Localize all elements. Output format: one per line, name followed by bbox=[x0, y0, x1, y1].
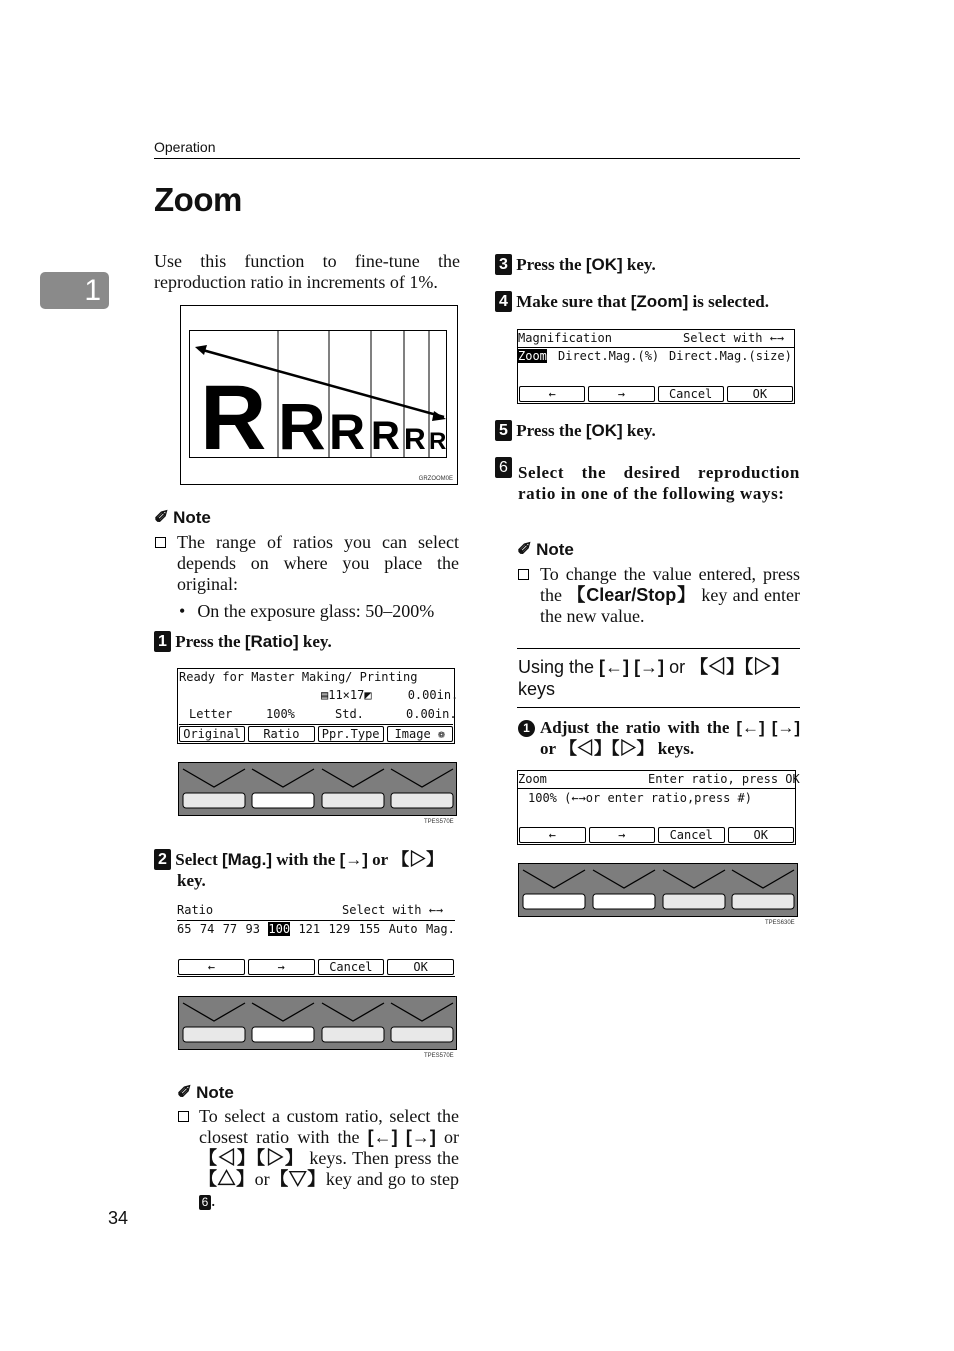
note-item: To change the value entered, press the 【Clear/Stop】 key and enter the new value. bbox=[540, 564, 800, 626]
checkbox-icon bbox=[518, 569, 529, 580]
zoom-illustration bbox=[180, 305, 458, 485]
chapter-tab: 1 bbox=[40, 272, 109, 309]
lcd-ratio-screen bbox=[177, 902, 455, 977]
zoom-letter: R bbox=[404, 423, 426, 456]
step-number: 6 bbox=[495, 457, 512, 478]
direct-mag-size-option[interactable]: Direct.Mag.(size) bbox=[669, 349, 792, 363]
lcd-type-value: Std. bbox=[335, 707, 364, 721]
step-2: 2 Select [Mag.] with the [→] or 【▷】 key. bbox=[154, 849, 460, 891]
header-rule bbox=[154, 158, 800, 159]
page-title: Zoom bbox=[154, 181, 242, 218]
section-rule bbox=[517, 648, 800, 649]
lcd-title: Magnification bbox=[518, 331, 612, 345]
pencil-icon: ✐ bbox=[517, 539, 533, 559]
zoom-illustration-frame bbox=[189, 330, 447, 458]
selection-keys-panel bbox=[178, 762, 457, 816]
lcd-status-line: Ready for Master Making/ Printing bbox=[179, 670, 418, 684]
paper-type-button[interactable]: Ppr.Type bbox=[318, 726, 384, 742]
lcd-length-value: 0.00in. bbox=[406, 707, 457, 721]
selection-key[interactable] bbox=[322, 793, 384, 808]
step-6: Select the desired reproduction ratio in one of the following ways: bbox=[518, 463, 800, 503]
pencil-icon: ✐ bbox=[154, 507, 170, 527]
ratio-option[interactable]: 74 bbox=[199, 922, 215, 936]
checkbox-icon bbox=[155, 537, 166, 548]
selection-key[interactable] bbox=[391, 1027, 453, 1042]
zoom-letters-graphic bbox=[190, 331, 446, 457]
step-number: 3 bbox=[495, 254, 512, 275]
zoom-letter: R bbox=[200, 367, 267, 457]
left-arrow-button[interactable]: ← bbox=[519, 386, 585, 402]
lcd-ready-screen bbox=[177, 668, 459, 744]
zoom-letter: R bbox=[329, 404, 366, 457]
cancel-button[interactable]: Cancel bbox=[318, 959, 385, 975]
note-heading: ✐ Note bbox=[517, 539, 574, 559]
step-4: 4 Make sure that [Zoom] is selected. bbox=[495, 291, 800, 312]
selection-key[interactable] bbox=[252, 1027, 314, 1042]
lcd-hint: Select with ←→ bbox=[342, 903, 444, 917]
lcd-zoom-screen bbox=[517, 770, 800, 845]
left-arrow-button[interactable]: ← bbox=[519, 827, 586, 843]
ratio-option[interactable]: 121 bbox=[298, 922, 321, 936]
selection-key[interactable] bbox=[252, 793, 314, 808]
selection-key[interactable] bbox=[322, 1027, 384, 1042]
selection-key[interactable] bbox=[183, 793, 245, 808]
note-heading: ✐ Note bbox=[177, 1082, 234, 1102]
section-rule bbox=[517, 707, 800, 708]
ratio-option[interactable]: 155 bbox=[358, 922, 381, 936]
ratio-option[interactable]: 129 bbox=[328, 922, 351, 936]
ratio-option[interactable]: Auto bbox=[388, 922, 418, 936]
lcd-title: Zoom bbox=[518, 772, 547, 786]
ratio-options bbox=[177, 922, 455, 936]
zoom-letter: R bbox=[429, 428, 446, 455]
note-bullet: • On the exposure glass: 50–200% bbox=[179, 601, 435, 621]
lcd-paper-size: ▤11×17◩ 0.00in. bbox=[321, 688, 459, 702]
checkbox-icon bbox=[178, 1111, 189, 1122]
intro-paragraph: Use this function to fine-tune the reproduction ratio in increments of 1%. bbox=[154, 251, 460, 292]
right-arrow-button[interactable]: → bbox=[248, 959, 315, 975]
lcd-ratio-value: 100% bbox=[266, 707, 295, 721]
figure-code: TPES570E bbox=[424, 1053, 454, 1059]
lcd-magnification-screen bbox=[517, 329, 795, 404]
ok-button[interactable]: OK bbox=[727, 386, 793, 402]
step-number: 4 bbox=[495, 291, 512, 312]
zoom-letter: R bbox=[371, 414, 400, 457]
step-number: 2 bbox=[154, 849, 171, 870]
zoom-option-selected[interactable]: Zoom bbox=[518, 349, 547, 363]
right-arrow-button[interactable]: → bbox=[589, 827, 656, 843]
page-number: 34 bbox=[108, 1208, 129, 1228]
ratio-button[interactable]: Ratio bbox=[248, 726, 314, 742]
lcd-title: Ratio bbox=[177, 903, 214, 917]
selection-key[interactable] bbox=[523, 894, 585, 909]
substep-number: 1 bbox=[518, 720, 535, 737]
selection-key[interactable] bbox=[663, 894, 725, 909]
pencil-icon: ✐ bbox=[177, 1082, 193, 1102]
ratio-option[interactable]: 93 bbox=[245, 922, 260, 936]
selection-keys-panel bbox=[178, 996, 457, 1050]
step-ref: 6 bbox=[199, 1195, 211, 1210]
figure-code: GRZOOM0E bbox=[418, 476, 453, 482]
selection-key[interactable] bbox=[391, 793, 453, 808]
note-item: To select a custom ratio, select the closest ratio with the [←] [→] or 【◁】【▷】 keys. Then press the 【△】or【▽】key and go to step 6 . bbox=[199, 1106, 460, 1210]
ok-button[interactable]: OK bbox=[728, 827, 795, 843]
running-header: Operation bbox=[154, 139, 216, 155]
zoom-letter: R bbox=[278, 389, 326, 457]
left-arrow-button[interactable]: ← bbox=[178, 959, 245, 975]
step-1: 1 Press the [Ratio] key. bbox=[154, 631, 460, 652]
step-number: 1 bbox=[154, 631, 171, 652]
original-button[interactable]: Original bbox=[179, 726, 245, 742]
ratio-option[interactable]: 77 bbox=[222, 922, 238, 936]
subsection-heading: Using the [←] [→] or 【◁】【▷】 keys bbox=[518, 657, 790, 699]
right-arrow-button[interactable]: → bbox=[588, 386, 654, 402]
cancel-button[interactable]: Cancel bbox=[658, 827, 725, 843]
ratio-option[interactable]: 65 bbox=[177, 922, 192, 936]
direct-mag-percent-option[interactable]: Direct.Mag.(%) bbox=[558, 349, 660, 363]
zoom-ratio-entry[interactable]: 100% (←→or enter ratio,press #) bbox=[528, 791, 752, 805]
ratio-option-selected[interactable]: 100 bbox=[268, 922, 291, 936]
ok-button[interactable]: OK bbox=[387, 959, 454, 975]
ratio-option[interactable]: Mag. bbox=[425, 922, 455, 936]
note-item: The range of ratios you can select depends on where you place the original: bbox=[177, 532, 459, 594]
selection-key[interactable] bbox=[183, 1027, 245, 1042]
lcd-hint: Enter ratio, press OK bbox=[648, 772, 800, 786]
selection-key[interactable] bbox=[593, 894, 655, 909]
step-3: 3 Press the [OK] key. bbox=[495, 254, 800, 275]
cancel-button[interactable]: Cancel bbox=[658, 386, 724, 402]
figure-code: TPES630E bbox=[765, 920, 795, 926]
image-button[interactable]: Image ❁ bbox=[387, 726, 453, 742]
step-5: 5 Press the [OK] key. bbox=[495, 420, 800, 441]
lcd-paper-value: Letter bbox=[189, 707, 233, 721]
lcd-hint: Select with ←→ bbox=[683, 331, 785, 345]
step-number: 5 bbox=[495, 420, 512, 441]
selection-key[interactable] bbox=[732, 894, 794, 909]
selection-keys-panel bbox=[518, 863, 798, 917]
note-heading: ✐ Note bbox=[154, 507, 211, 527]
figure-code: TPES570E bbox=[424, 819, 454, 825]
substep-1: Adjust the ratio with the [←] [→] or 【◁】【▷】 keys. bbox=[540, 718, 801, 758]
